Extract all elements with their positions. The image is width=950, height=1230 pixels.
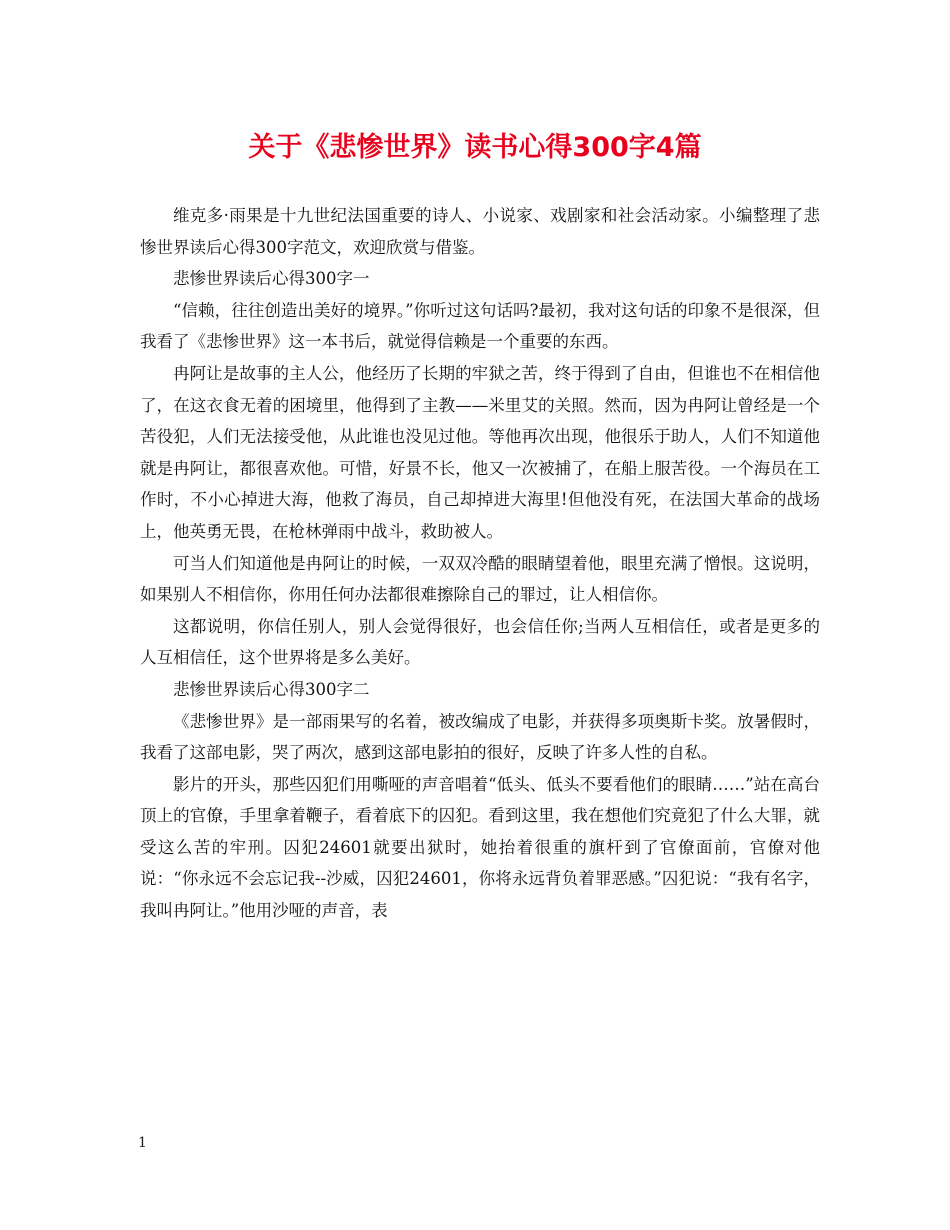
paragraph-film-opening: 影片的开头，那些囚犯们用嘶哑的声音唱着“低头、低头不要看他们的眼睛……”站在高台顶上的官僚，手里拿着鞭子，看着底下的囚犯。看到这里，我在想他们究竟犯了什么大罪，就受这么苦的牢刑。囚犯24601就要出狱时，她抬着很重的旗杆到了官僚面前，官僚对他说：“你永远不会忘记我--沙威，囚犯24601，你将永远背负着罪恶感。”囚犯说：“我有名字，我叫冉阿让。”他用沙哑的声音，表 [140, 774, 820, 921]
paragraph-trust-quote: “信赖，往往创造出美好的境界。”你听过这句话吗?最初，我对这句话的印象不是很深，但我看了《悲惨世界》这一本书后，就觉得信赖是一个重要的东西。 [140, 300, 820, 352]
document-title: 关于《悲惨世界》读书心得300字4篇 [248, 132, 702, 163]
page-number: 1 [138, 1135, 147, 1151]
paragraph-film-intro: 《悲惨世界》是一部雨果写的名着，被改编成了电影，并获得多项奥斯卡奖。放暑假时，我看了这部电影，哭了两次，感到这部电影拍的很好，反映了许多人性的自私。 [140, 711, 820, 763]
document-body [140, 200, 820, 927]
section-heading-2: 悲惨世界读后心得300字二 [173, 679, 370, 699]
paragraph-intro: 维克多·雨果是十九世纪法国重要的诗人、小说家、戏剧家和社会活动家。小编整理了悲惨世界读后心得300字范文，欢迎欣赏与借鉴。 [140, 206, 820, 257]
section-heading-1: 悲惨世界读后心得300字一 [173, 269, 370, 289]
paragraph-jean-valjean-story: 冉阿让是故事的主人公，他经历了长期的牢狱之苦，终于得到了自由，但谁也不在相信他了，在这衣食无着的困境里，他得到了主教——米里艾的关照。然而，因为冉阿让曾经是一个苦役犯，人们无法接受他，从此谁也没见过他。等他再次出现，他很乐于助人，人们不知道他就是冉阿让，都很喜欢他。可惜，好景不长，他又一次被捕了，在船上服苦役。一个海员在工作时，不小心掉进大海，他救了海员，自己却掉进大海里!但他没有死，在法国大革命的战场上，他英勇无畏，在枪林弹雨中战斗，救助被人。 [140, 363, 820, 541]
paragraph-hatred: 可当人们知道他是冉阿让的时候，一双双冷酷的眼睛望着他，眼里充满了憎恨。这说明，如果别人不相信你，你用任何办法都很难擦除自己的罪过，让人相信你。 [140, 553, 820, 605]
paragraph-conclusion: 这都说明，你信任别人，别人会觉得很好，也会信任你;当两人互相信任，或者是更多的人互相信任，这个世界将是多么美好。 [140, 616, 820, 668]
